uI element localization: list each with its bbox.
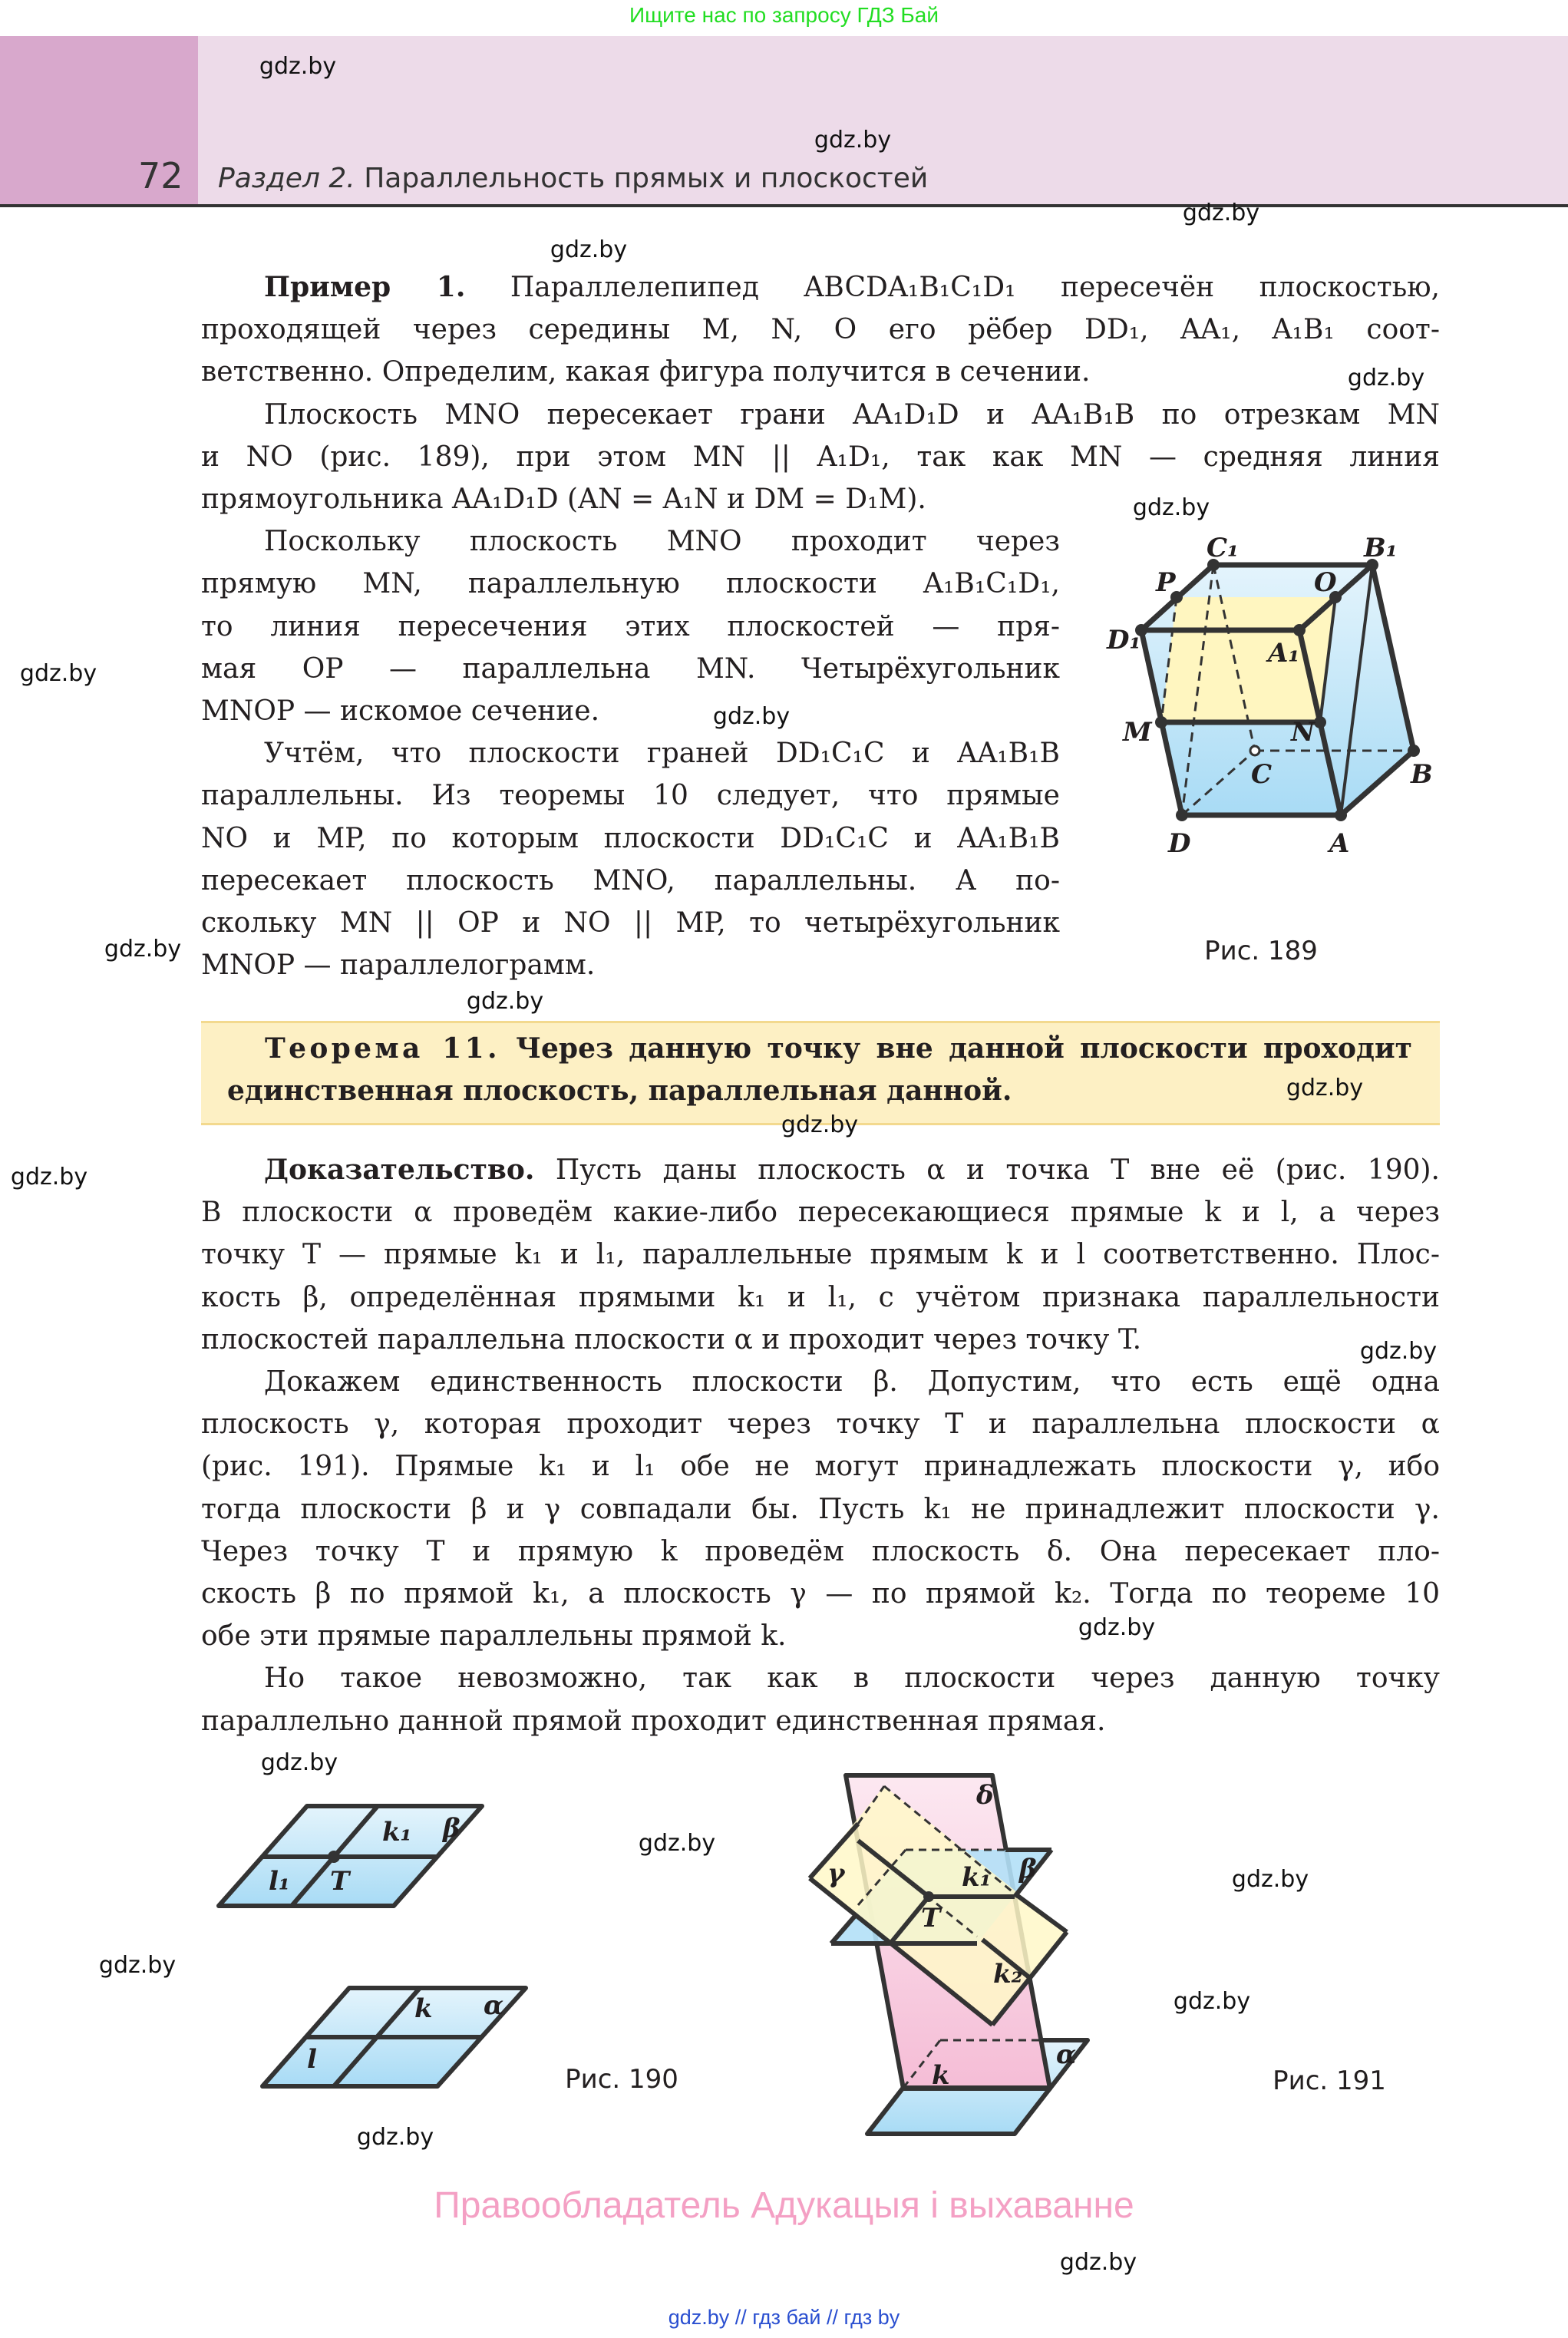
point-t (328, 1851, 340, 1863)
line-text: Учтём, что плоскости граней DD₁C₁C и AA₁B₁B (264, 738, 1060, 770)
watermark: gdz.by (10, 1164, 88, 1190)
paragraph-label: Теорема 11. (265, 1032, 500, 1065)
line-text: (рис. 191). Прямые k₁ и l₁ обе не могут принадлежать плоскости γ, ибо (201, 1451, 1440, 1483)
caption-190: Рис. 190 (565, 2064, 678, 2095)
label-k1: k₁ (382, 1817, 412, 1848)
line-text: проходящей через середины M, N, O его рёбер DD₁, AA₁, A₁B₁ соот- (201, 314, 1440, 346)
line-text: Через точку T и прямую k проведём плоскость δ. Она пересекает пло- (201, 1535, 1440, 1567)
figure-189 (1106, 533, 1433, 966)
line-text: точку T — прямые k₁ и l₁, параллельные прямым k и l соответственно. Плос- (201, 1239, 1440, 1271)
watermark: gdz.by (712, 703, 791, 730)
line-text: Поскольку плоскость MNO проходит через (264, 526, 1060, 558)
watermark: gdz.by (260, 1749, 338, 1776)
footer-links[interactable]: gdz.by // гдз бай // гдз by (668, 2306, 900, 2329)
label-p: P (1156, 567, 1176, 598)
watermark: gdz.by (1132, 494, 1210, 521)
label-beta: β (1019, 1854, 1037, 1884)
label-k: k (932, 2060, 950, 2091)
watermark: gdz.by (259, 53, 337, 80)
line-text: единственная плоскость, параллельная данной. (227, 1075, 1012, 1108)
label-l1: l₁ (269, 1866, 290, 1897)
page-number: 72 (138, 155, 183, 196)
paragraph-label: Доказательство. (264, 1154, 535, 1186)
line-text: кость β, определённая прямыми k₁ и l₁, с учётом признака параллельности (201, 1281, 1440, 1313)
label-alpha: α (484, 1990, 504, 2021)
line-text: Докажем единственность плоскости β. Допустим, что есть ещё одна (264, 1366, 1440, 1398)
line-text: Но такое невозможно, так как в плоскости через данную точку (264, 1663, 1440, 1695)
label-t: T (330, 1866, 350, 1897)
label-gamma: γ (827, 1858, 845, 1889)
watermark: gdz.by (1078, 1614, 1156, 1641)
watermark: gdz.by (1359, 1338, 1438, 1365)
label-d1: D₁ (1107, 625, 1141, 655)
line-text: прямую MN, параллельную плоскости A₁B₁C₁D₁, (201, 568, 1060, 600)
line-text: Плоскость MNO пересекает грани AA₁D₁D и AA₁B₁B по отрезкам MN (264, 398, 1440, 431)
label-o: O (1314, 567, 1337, 598)
point-t (923, 1891, 934, 1902)
line-text: В плоскости α проведём какие-либо пересекающиеся прямые k и l, а через (201, 1197, 1440, 1229)
line-text: NO и MP, по которым плоскости DD₁C₁C и AA₁B₁B (201, 822, 1060, 854)
line-text: параллельно данной прямой проходит единственная прямая. (201, 1705, 1106, 1737)
caption-191: Рис. 191 (1273, 2066, 1386, 2096)
line-text: обе эти прямые параллельны прямой k. (201, 1620, 787, 1653)
line-text: ветственно. Определим, какая фигура получится в сечении. (201, 356, 1091, 388)
watermark: gdz.by (104, 936, 182, 963)
label-k: k (414, 1993, 433, 2024)
line-text: то линия пересечения этих плоскостей — пря- (201, 610, 1060, 642)
label-a1: A₁ (1268, 638, 1300, 669)
line-text: Через данную точку вне данной плоскости проходит (500, 1032, 1412, 1065)
label-c: C (1251, 759, 1273, 790)
figure-191 (810, 1775, 1386, 2134)
label-k2: k₂ (993, 1959, 1023, 1990)
line-text: MNOP — параллелограмм. (201, 949, 596, 982)
line-text: Пусть даны плоскость α и точка T вне её (рис. 190). (534, 1154, 1440, 1186)
section-label: Раздел 2. (218, 163, 355, 194)
watermark: gdz.by (1182, 200, 1260, 226)
label-delta: δ (976, 1780, 994, 1811)
line-text: Параллелепипед ABCDA₁B₁C₁D₁ пересечён плоскостью, (465, 272, 1440, 303)
figure-190 (219, 1806, 678, 2095)
watermark: gdz.by (466, 988, 544, 1015)
line-text: MNOP — искомое сечение. (201, 695, 600, 727)
label-beta: β (443, 1813, 460, 1844)
section-mnop (1161, 597, 1335, 722)
label-n: N (1291, 717, 1315, 748)
watermark: gdz.by (356, 2124, 434, 2151)
label-c1: C₁ (1207, 533, 1239, 563)
chapter-title: Параллельность прямых и плоскостей (364, 163, 929, 194)
watermark: gdz.by (781, 1111, 859, 1138)
watermark: gdz.by (814, 127, 892, 154)
watermark: gdz.by (1173, 1988, 1251, 2015)
paragraph-label: Пример 1. (264, 271, 466, 303)
line-text: скость β по прямой k₁, а плоскость γ — по прямой k₂. Тогда по теореме 10 (201, 1578, 1440, 1610)
watermark: gdz.by (638, 1830, 716, 1857)
watermark: gdz.by (550, 236, 628, 263)
label-d: D (1168, 828, 1191, 859)
line-text: пересекает плоскость MNO, параллельны. А по- (201, 864, 1060, 897)
line-text: параллельны. Из теоремы 10 следует, что прямые (201, 780, 1060, 812)
line-text: прямоугольника AA₁D₁D (AN = A₁N и DM = D₁M). (201, 484, 926, 515)
label-l: l (307, 2044, 317, 2075)
line-text: скольку MN || OP и NO || MP, то четырёхугольник (201, 907, 1060, 939)
watermark: gdz.by (1286, 1075, 1364, 1101)
label-t: T (921, 1903, 941, 1933)
watermark: gdz.by (1347, 365, 1425, 391)
search-banner: Ищите нас по запросу ГДЗ Бай (629, 3, 939, 27)
watermark: gdz.by (98, 1952, 177, 1979)
copyright-owner: Правообладатель Адукацыя і выхаванне (434, 2185, 1134, 2226)
label-b1: B₁ (1364, 533, 1398, 563)
line-text: плоскость γ, которая проходит через точку T и параллельна плоскости α (201, 1408, 1440, 1441)
line-text: и NO (рис. 189), при этом MN || A₁D₁, так как MN — средняя линия (201, 441, 1440, 473)
label-alpha: α (1056, 2039, 1077, 2070)
watermark: gdz.by (19, 660, 97, 687)
line-text: тогда плоскости β и γ совпадали бы. Пусть k₁ не принадлежит плоскости γ. (201, 1493, 1440, 1525)
label-k1: k₁ (962, 1862, 992, 1893)
watermark: gdz.by (1231, 1866, 1309, 1893)
line-text: плоскостей параллельна плоскости α и проходит через точку T. (201, 1323, 1142, 1356)
label-b: B (1411, 759, 1433, 790)
label-a: A (1329, 828, 1350, 859)
caption-189: Рис. 189 (1204, 936, 1318, 966)
label-m: M (1123, 717, 1152, 748)
line-text: мая OP — параллельна MN. Четырёхугольник (201, 652, 1060, 685)
watermark: gdz.by (1059, 2249, 1137, 2276)
